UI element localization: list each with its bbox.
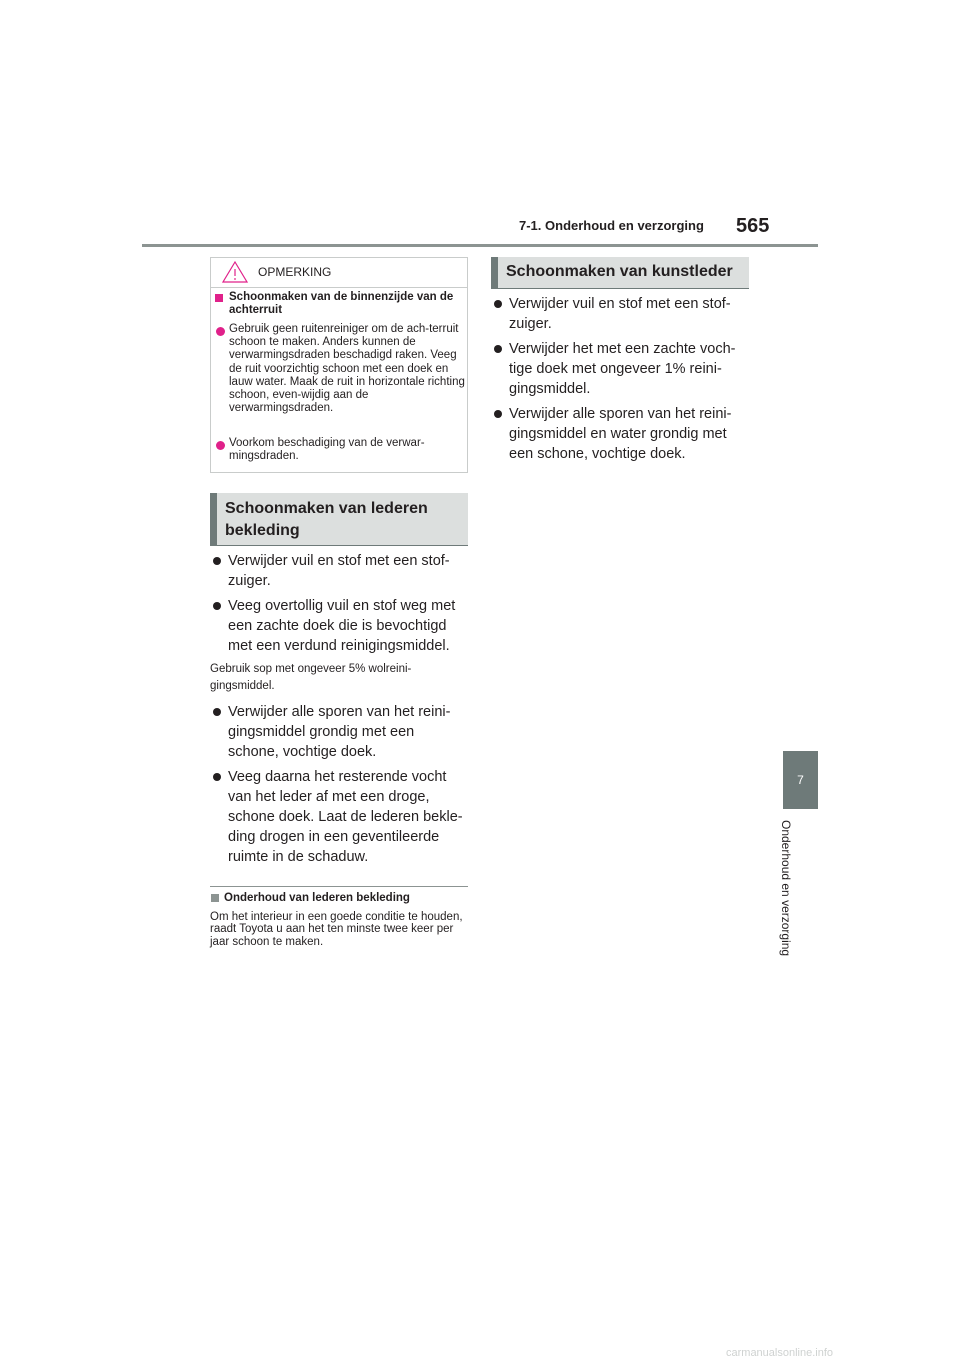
notice-subheading: Schoonmaken van de binnenzijde van de achterruit <box>229 291 454 316</box>
chapter-number: 7 <box>797 773 804 787</box>
list-item: Verwijder het met een zachte voch-tige doek met ongeveer 1% reini-gingsmiddel. <box>509 341 736 397</box>
section-heading-leather: Schoonmaken van lederen bekleding <box>210 493 468 545</box>
bullet-icon <box>494 410 502 418</box>
bullet-icon <box>213 557 221 565</box>
section-title: 7-1. Onderhoud en verzorging <box>519 218 704 233</box>
circle-bullet-icon <box>216 441 225 450</box>
square-bullet-icon <box>215 294 223 302</box>
section-heading-synthetic: Schoonmaken van kunstleder <box>491 257 749 288</box>
notice-title: OPMERKING <box>258 265 332 279</box>
list-item: Verwijder vuil en stof met een stof-zuiger. <box>509 296 731 332</box>
chapter-tab <box>783 751 818 809</box>
notice-item: Gebruik geen ruitenreiniger om de ach-terruit schoon te maken. Anders kunnen de verwarmingsdraden beschadigd raken. Veeg de ruit voorzichtig schoon met een doek en lauw water. Maak de ruit in horizontale richting schoon, even-wijdig aan de verwarmingsdraden. <box>229 323 465 415</box>
subsection-rule <box>210 886 468 887</box>
bullet-icon <box>213 773 221 781</box>
subsection-title: Onderhoud van lederen bekleding <box>224 892 410 904</box>
list-item: Verwijder alle sporen van het reini-gingsmiddel grondig met een schone, vochtige doek. <box>228 704 451 760</box>
page-number: 565 <box>736 215 770 237</box>
header-rule <box>142 244 818 247</box>
bullet-icon <box>494 345 502 353</box>
heading-underline <box>210 545 468 546</box>
subsection-text: Om het interieur in een goede conditie te houden, raadt Toyota u aan het ten minste twee keer per jaar schoon te maken. <box>210 911 463 948</box>
bullet-icon <box>213 602 221 610</box>
heading-underline <box>491 288 749 289</box>
notice-divider <box>211 287 467 288</box>
chapter-label: Onderhoud en verzorging <box>779 820 793 957</box>
bullet-icon <box>494 300 502 308</box>
circle-bullet-icon <box>216 327 225 336</box>
list-item: Veeg overtollig vuil en stof weg met een zachte doek die is bevochtigd met een verdund reinigingsmiddel. <box>228 598 456 654</box>
warning-icon <box>222 260 248 284</box>
bullet-icon <box>213 708 221 716</box>
list-item: Verwijder alle sporen van het reini-gingsmiddel en water grondig met een schone, vochtige doek. <box>509 406 732 462</box>
list-item: Veeg daarna het resterende vocht van het leder af met een droge, schone doek. Laat de lederen bekle-ding drogen in een geventileerde ruimte in de schaduw. <box>228 769 463 865</box>
notice-item: Voorkom beschadiging van de verwar-mingsdraden. <box>229 437 425 463</box>
list-item: Verwijder vuil en stof met een stof-zuiger. <box>228 553 450 589</box>
watermark: carmanualsonline.info <box>726 1347 834 1359</box>
square-bullet-icon <box>211 894 219 902</box>
note-text: Gebruik sop met ongeveer 5% wolreini-gingsmiddel. <box>210 663 412 692</box>
chapter-side-label <box>771 820 831 980</box>
